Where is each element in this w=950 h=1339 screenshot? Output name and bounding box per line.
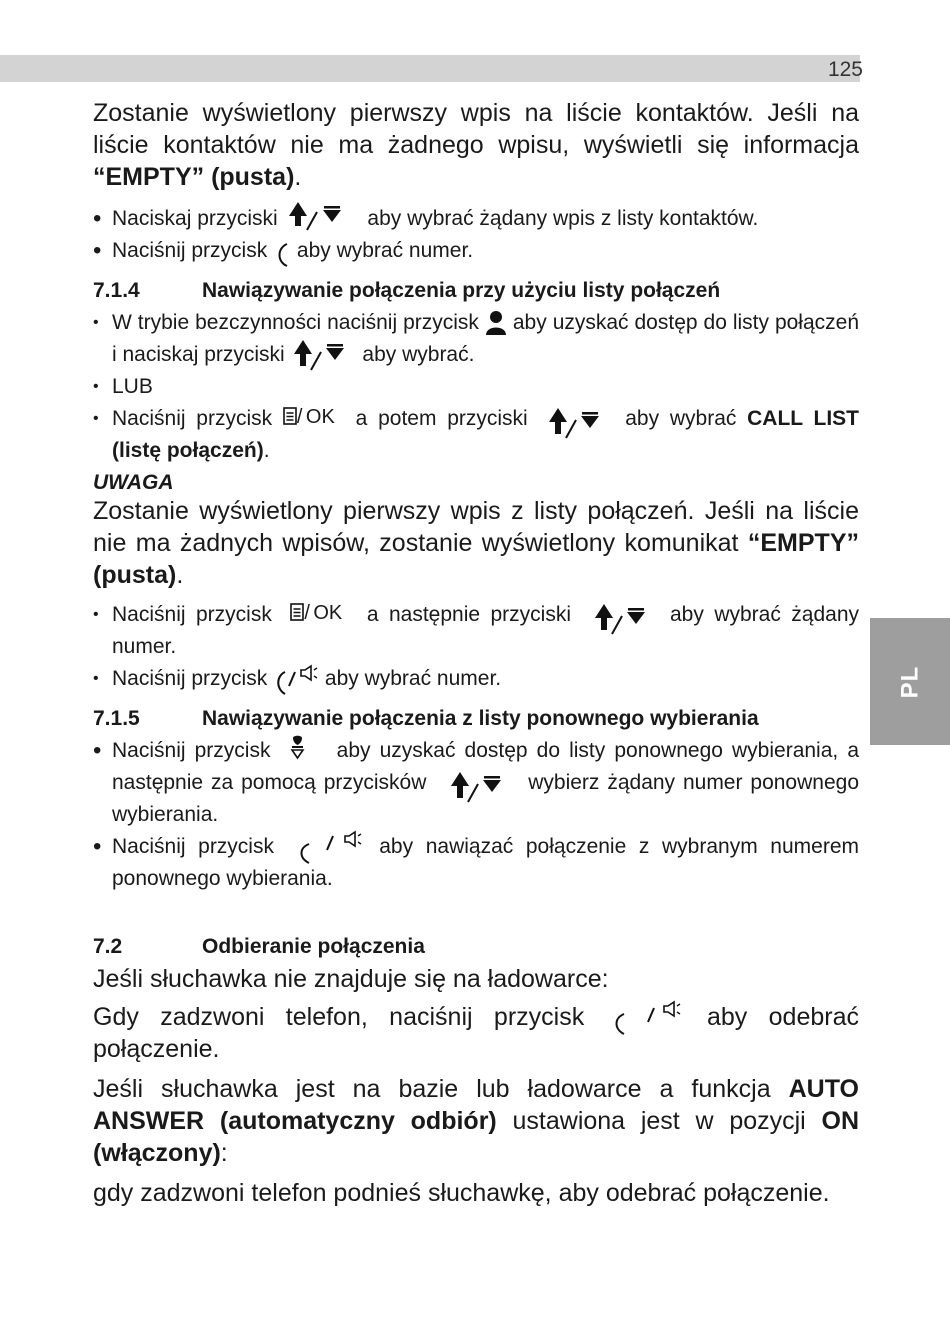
list-item: • Naciśnij przycisk aby wybrać numer.	[93, 663, 859, 695]
page-content	[93, 97, 859, 1219]
up-down-keys-icon	[538, 406, 614, 432]
up-down-keys-icon	[434, 770, 520, 796]
list-item: • Naciskaj przyciski aby wybrać żądany wpis z listy kontaktów.	[93, 203, 859, 235]
paragraph: Jeśli słuchawka nie znajduje się na ładowarce:	[93, 965, 609, 993]
menu-ok-key-icon: / OK	[290, 603, 356, 627]
redial-steps	[93, 735, 859, 895]
paragraph: Gdy zadzwoni telefon, naciśnij przycisk aby odebrać połączenie.	[93, 1003, 859, 1063]
paragraph: Jeśli słuchawka jest na bazie lub ładowarce a funkcja AUTO ANSWER (automatyczny odbiór) ustawiona jest w pozycji ON (włączony):	[93, 1075, 859, 1167]
list-item: • Naciśnij przycisk aby wybrać numer.	[93, 235, 859, 267]
intro-paragraph: Zostanie wyświetlony pierwszy wpis na liście kontaktów. Jeśli na liście kontaktów nie ma żadnego wpisu, wyświetli się informacja “EMPTY” (pusta).	[93, 99, 859, 191]
call-speaker-key-icon	[273, 666, 319, 692]
call-list-steps	[93, 307, 859, 467]
section-heading-7-1-5: 7.1.5 Nawiązywanie połączenia z listy ponownego wybierania	[93, 707, 759, 730]
note-label: UWAGA	[93, 471, 174, 494]
language-tab-label: PL	[895, 665, 923, 698]
section-heading-7-1-4: 7.1.4 Nawiązywanie połączenia przy użyciu listy połączeń	[93, 279, 721, 302]
contact-list-steps	[93, 203, 859, 267]
note-paragraph: Zostanie wyświetlony pierwszy wpis z listy połączeń. Jeśli na liście nie ma żadnych wpisów, zostanie wyświetlony komunikat “EMPTY” (pusta).	[93, 497, 859, 589]
up-down-keys-icon	[291, 342, 357, 368]
menu-ok-key-icon: / OK	[283, 407, 345, 431]
list-item: • Naciśnij przycisk / OK a następnie przyciski aby wybrać żądany numer.	[93, 599, 859, 663]
call-speaker-key-icon	[287, 834, 367, 860]
paragraph: gdy zadzwoni telefon podnieś słuchawkę, aby odebrać połączenie.	[93, 1179, 830, 1207]
call-key-icon	[273, 238, 291, 264]
call-list-dial-steps	[93, 599, 859, 695]
page-number: 125	[827, 58, 863, 81]
up-down-keys-icon	[582, 602, 660, 628]
call-speaker-key-icon	[606, 1004, 686, 1032]
language-tab	[870, 618, 950, 745]
header-bar	[0, 55, 860, 82]
list-item: • Naciśnij przycisk aby nawiązać połączenie z wybranym numerem ponownego wybierania.	[93, 831, 859, 895]
list-item: • Naciśnij przycisk aby uzyskać dostęp do listy ponownego wybierania, a następnie za pomocą przycisków wybierz żądany numer ponownego wybierania.	[93, 735, 859, 831]
list-item: • W trybie bezczynności naciśnij przycisk aby uzyskać dostęp do listy połączeń i naciskaj przyciski aby wybrać.	[93, 307, 859, 371]
redial-key-icon	[280, 738, 328, 764]
list-item: • LUB	[93, 371, 859, 403]
list-item: • Naciśnij przycisk / OK a potem przyciski aby wybrać CALL LIST (listę połączeń).	[93, 403, 859, 467]
up-down-keys-icon	[284, 206, 362, 232]
section-heading-7-2: 7.2 Odbieranie połączenia	[93, 935, 425, 958]
contact-person-icon	[485, 310, 507, 336]
